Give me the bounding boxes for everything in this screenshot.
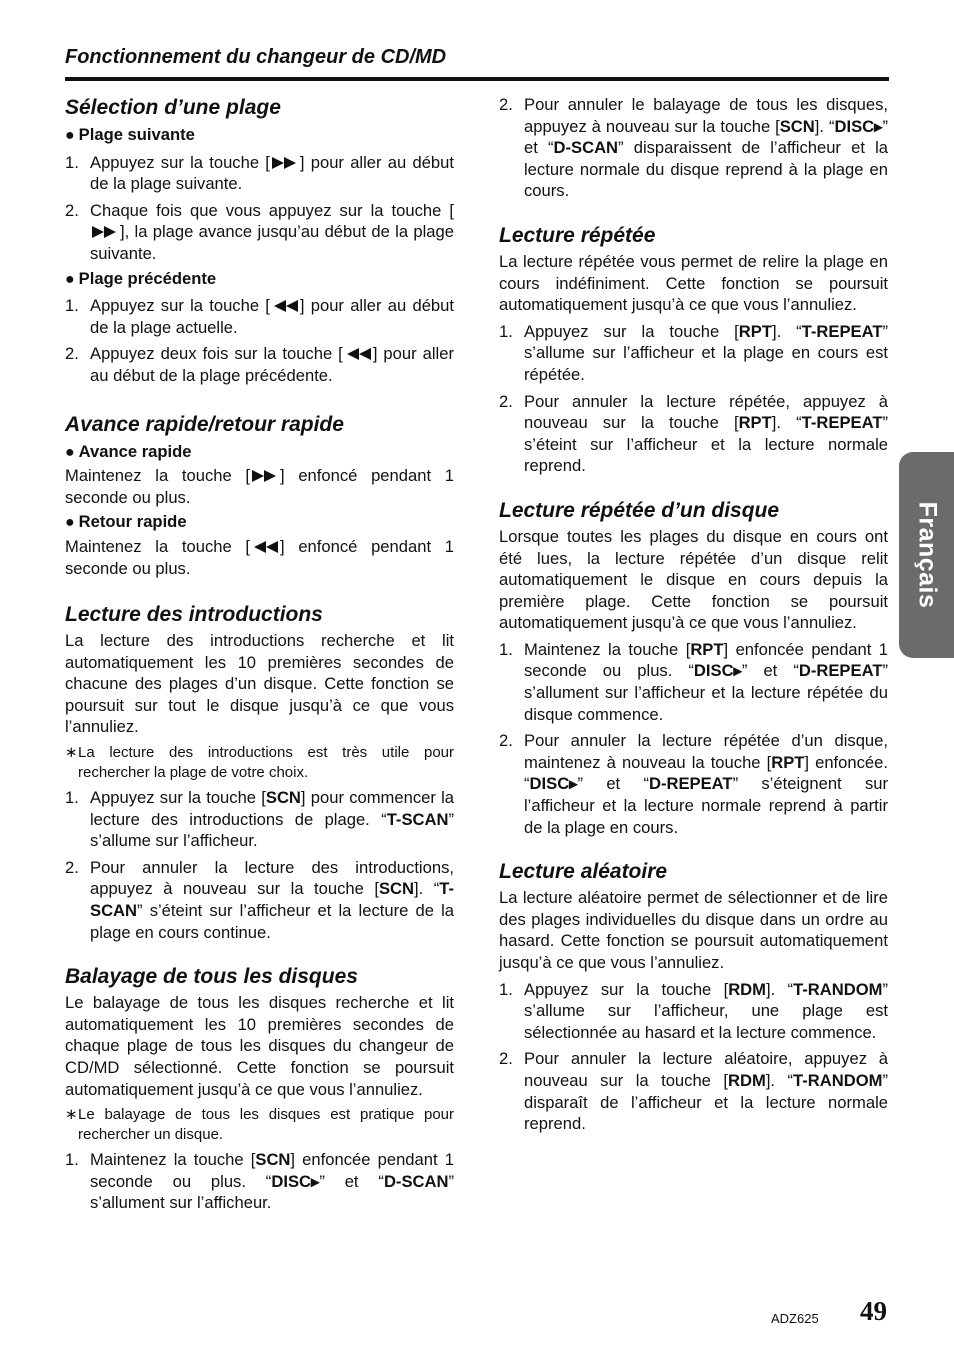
bullet-icon: ● xyxy=(65,127,75,144)
language-side-tab xyxy=(899,452,954,658)
list-item: 1. Appuyez sur la touche [SCN] pour commencer la lecture des introductions de plage. “T-SCAN” s’allume sur l’afficheur. xyxy=(65,788,455,851)
note: ∗ Le balayage de tous les disques est pratique pour rechercher un disque. xyxy=(65,1106,454,1143)
list-item: 2. Pour annuler la lecture aléatoire, appuyez à nouveau sur la touche [RDM]. “T-RANDOM” disparaît de l’afficheur et la lecture normale reprend. xyxy=(499,1049,888,1134)
bullet-icon: ● xyxy=(65,443,75,461)
fast-forward-icon xyxy=(90,225,120,239)
section-title-selection: Sélection d’une plage xyxy=(65,96,281,119)
section-title-fast: Avance rapide/retour rapide xyxy=(65,412,344,436)
paragraph: La lecture des introductions recherche et lit automatiquement les 10 premières secondes de chacune des plages d’un disque. Cette fonction se poursuit sur tout le disque jusqu’à ce que vous l’annuliez. xyxy=(65,631,454,737)
section-title-scan: Balayage de tous les disques xyxy=(65,965,358,989)
paragraph: Maintenez la touche [ ] enfoncé pendant 1 seconde ou plus. xyxy=(65,466,454,507)
right-column xyxy=(499,94,888,1135)
section-title-disc-repeat: Lecture répétée d’un disque xyxy=(499,498,780,522)
list-item: 2. Pour annuler le balayage de tous les disques, appuyez à nouveau sur la touche [SCN]. “DISC▸” et “D-SCAN” disparaissent de l’afficheur et la lecture normale du disque reprend à la plage en cours. xyxy=(499,95,888,201)
paragraph: Lorsque toutes les plages du disque en cours ont été lues, la lecture répétée d’un disque relit automatiquement le disque en cours depuis la première plage. Cette fonction se poursuit automatiquement jusqu’à ce que vous l’annuliez. xyxy=(499,526,888,633)
list-item: 2. Pour annuler la lecture répétée, appuyez à nouveau sur la touche [RPT]. “T-REPEAT” s’éteint sur l’afficheur et la lecture normale reprend. xyxy=(499,391,888,476)
language-tab-label: Français xyxy=(913,501,941,609)
page-header xyxy=(65,46,889,81)
rewind-icon xyxy=(270,299,300,313)
paragraph: La lecture répétée vous permet de relire la plage en cours indéfiniment. Cette fonction se poursuit automatiquement jusqu’à ce que vous l’annuliez. xyxy=(499,251,888,315)
section-title-intro: Lecture des introductions xyxy=(65,603,323,627)
paragraph: Maintenez la touche [ ] enfoncé pendant 1 seconde ou plus. xyxy=(65,536,454,578)
list-item: 1. Maintenez la touche [RPT] enfoncée pendant 1 seconde ou plus. “DISC▸” et “D-REPEAT” s’allument sur l’afficheur et la lecture répétée du disque commence. xyxy=(499,639,888,724)
bullet-icon: ● xyxy=(65,270,75,288)
fast-forward-icon xyxy=(250,469,280,483)
bullet-icon: ● xyxy=(65,514,75,532)
section-title-repeat: Lecture répétée xyxy=(499,223,656,247)
subheading-next-track: ● Plage suivante xyxy=(65,125,195,144)
subheading-rewind: ● Retour rapide xyxy=(65,512,187,532)
header-rule xyxy=(65,77,889,81)
model-code: ADZ625 xyxy=(771,1311,819,1326)
page-title: Fonctionnement du changeur de CD/MD xyxy=(65,46,447,68)
list-item: 1. Appuyez sur la touche [ ] pour aller au début de la plage suivante. xyxy=(65,152,454,194)
paragraph: Le balayage de tous les disques recherche et lit automatiquement les 10 premières secondes de chaque plage de tous les disques du changeur de CD/MD sélectionné. Cette fonction se poursuit automatiquement jusqu’à ce que vous l’annuliez. xyxy=(65,993,454,1099)
rewind-icon xyxy=(250,540,280,554)
list-item: 1. Appuyez sur la touche [RPT]. “T-REPEAT” s’allume sur l’afficheur et la plage en cours est répétée. xyxy=(499,321,889,384)
note: ∗ La lecture des introductions est très utile pour rechercher la plage de votre choix. xyxy=(65,744,454,781)
subheading-fast-forward: ● Avance rapide xyxy=(65,441,192,461)
list-item: 2. Pour annuler la lecture des introductions, appuyez à nouveau sur la touche [SCN]. “T-SCAN” s’éteint sur l’afficheur et la lecture de la plage en cours continue. xyxy=(65,857,454,942)
section-title-random: Lecture aléatoire xyxy=(499,860,668,884)
list-item: 1. Maintenez la touche [SCN] enfoncée pendant 1 seconde ou plus. “DISC▸” et “D-SCAN” s’allument sur l’afficheur. xyxy=(65,1150,454,1213)
list-item: 2. Appuyez deux fois sur la touche [ ] pour aller au début de la plage précédente. xyxy=(65,344,454,385)
fast-forward-icon xyxy=(270,156,300,170)
list-item: 2. Pour annuler la lecture répétée d’un disque, maintenez à nouveau la touche [RPT] enfoncée. “DISC▸” et “D-REPEAT” s’éteignent sur l’afficheur et la lecture normale reprend à partir de la plage en cours. xyxy=(499,731,888,837)
left-column xyxy=(65,94,454,1214)
list-item: 2. Chaque fois que vous appuyez sur la touche [], la plage avance jusqu’au début de la plage suivante. xyxy=(65,200,454,263)
paragraph: La lecture aléatoire permet de sélectionner et de lire des plages individuelles du disque dans un ordre au hasard. Cette fonction se poursuit automatiquement jusqu’à ce que vous l’annuliez. xyxy=(499,888,888,972)
list-item: 1. Appuyez sur la touche [RDM]. “T-RANDOM” s’allume sur l’afficheur, une plage est sélectionnée au hasard et la lecture commence. xyxy=(499,979,889,1042)
list-item: 1. Appuyez sur la touche [ ] pour aller au début de la plage actuelle. xyxy=(65,296,454,337)
page-number: 49 xyxy=(860,1296,887,1326)
subheading-previous-track: ● Plage précédente xyxy=(65,268,217,288)
rewind-icon xyxy=(343,347,373,361)
